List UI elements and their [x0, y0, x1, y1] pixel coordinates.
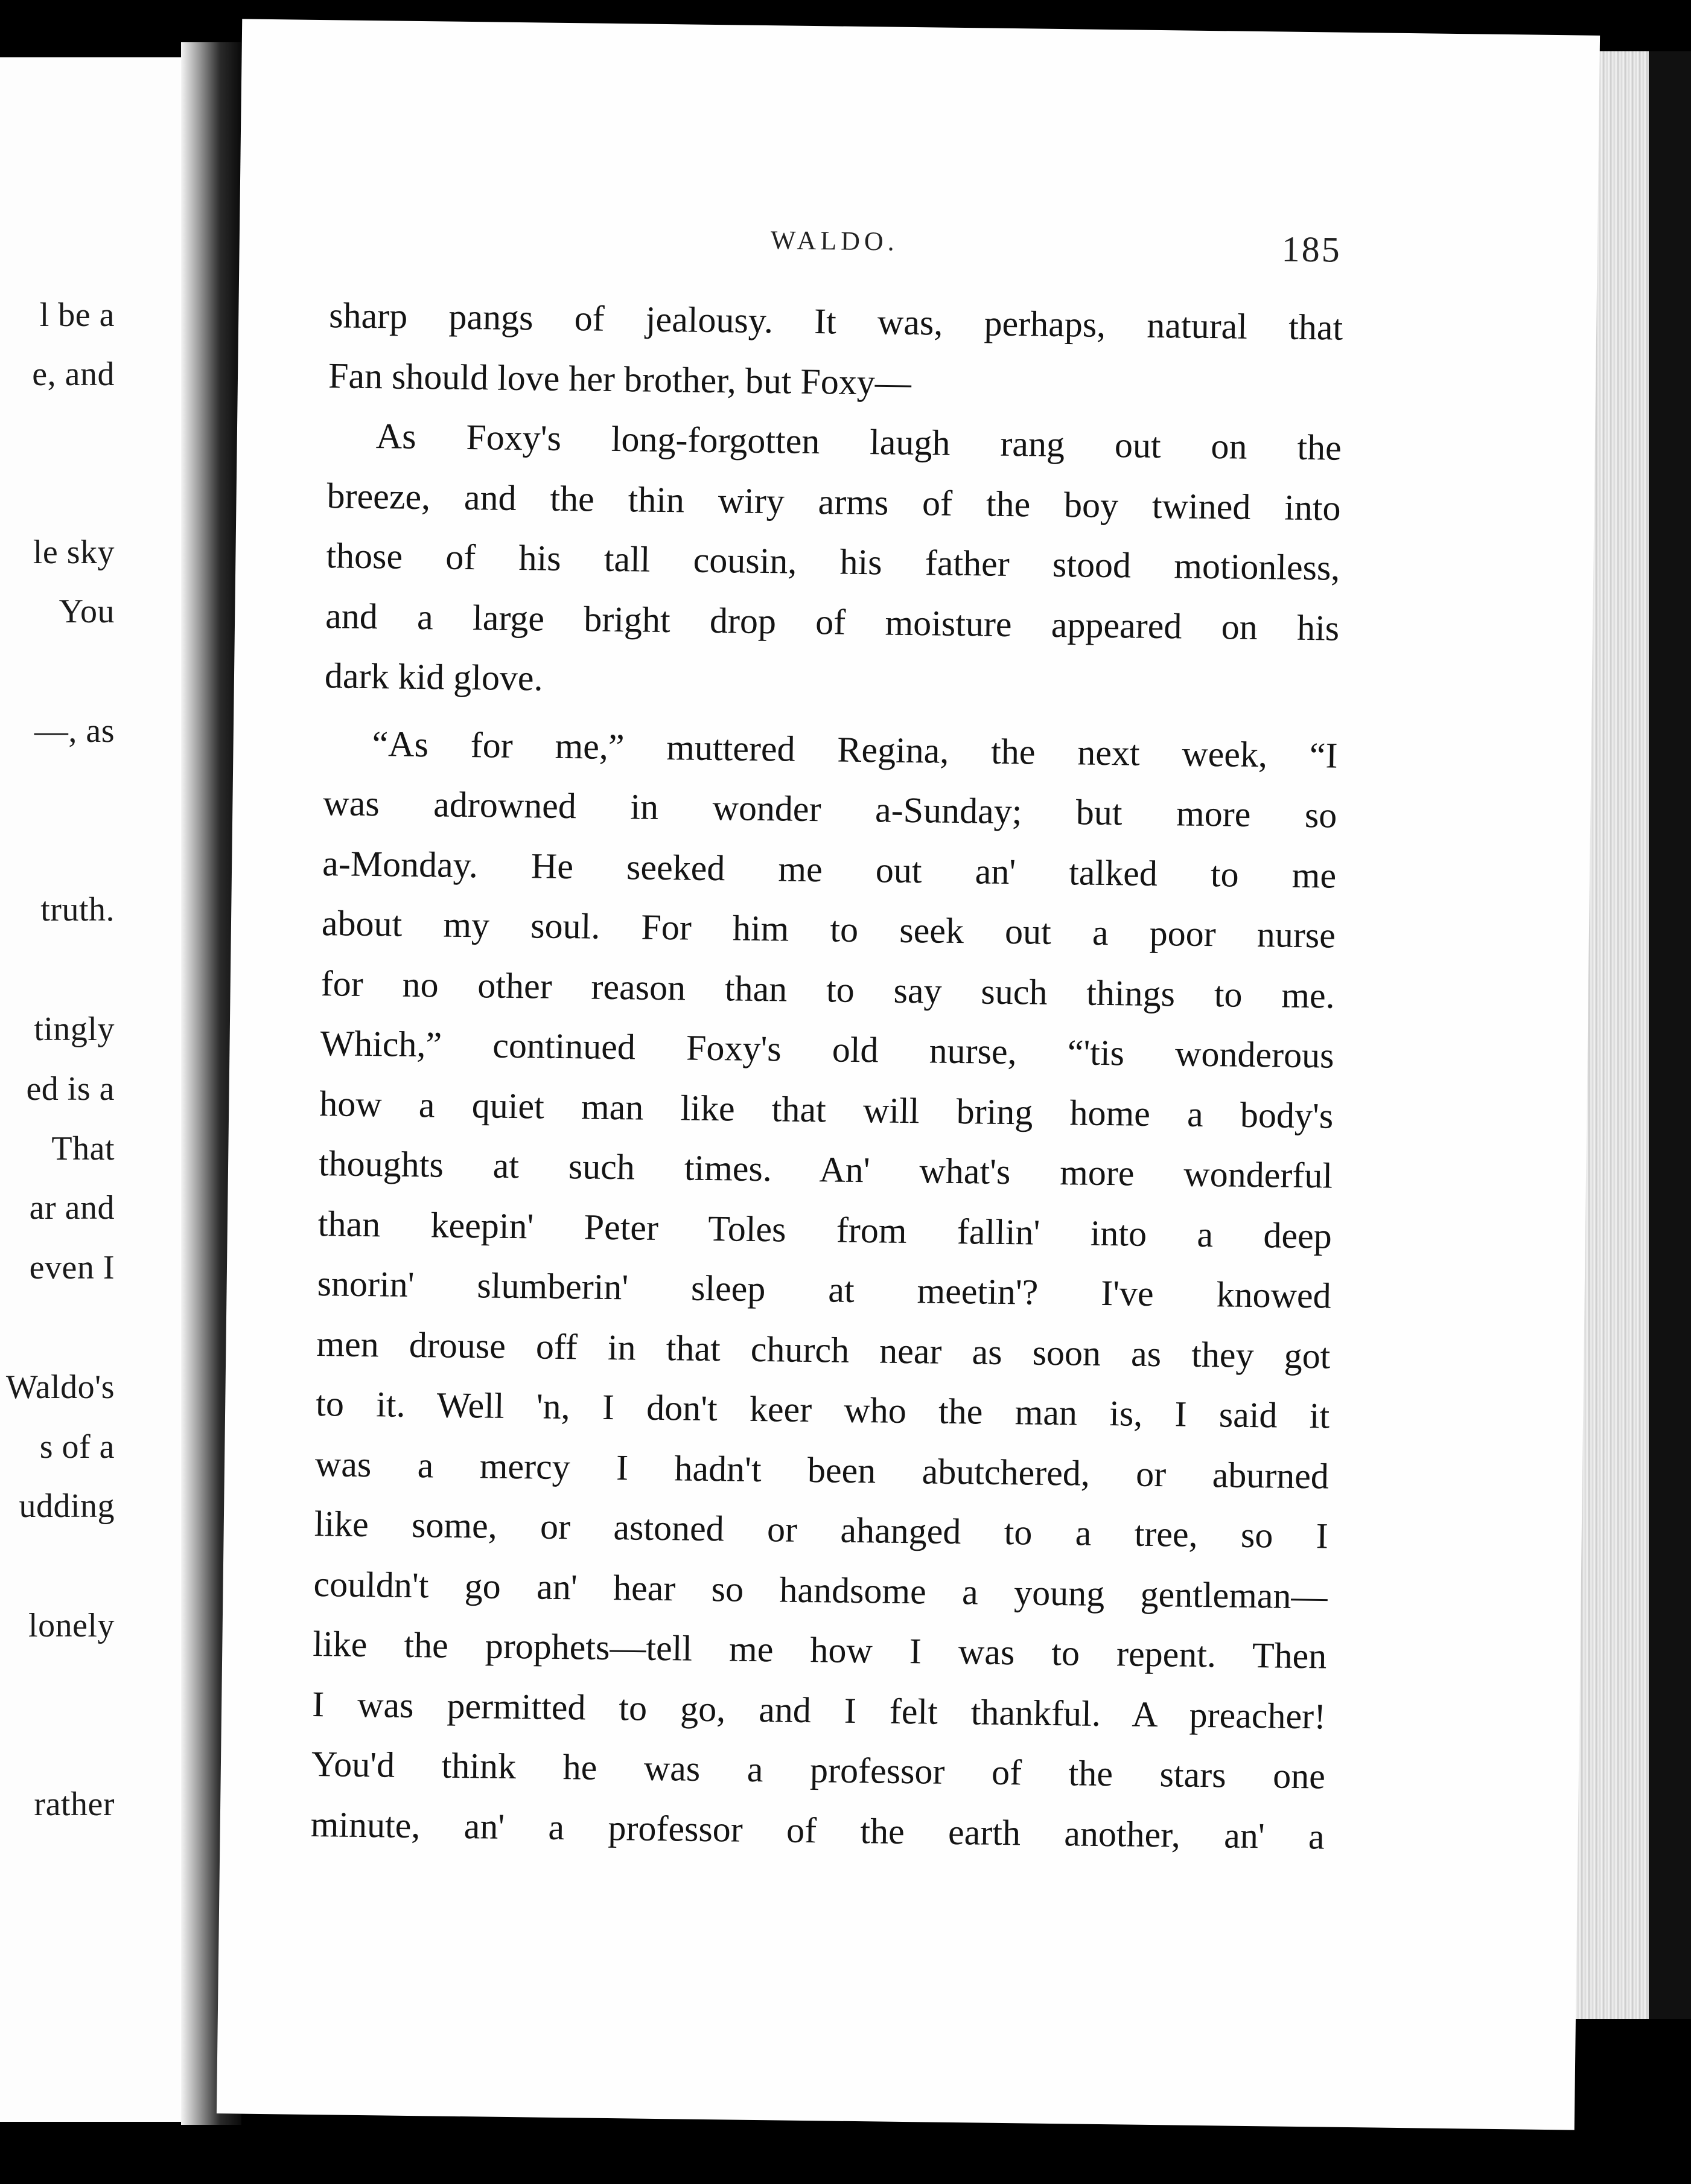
text-line: men drouse off in that church near as soon as they got: [316, 1323, 1331, 1376]
text-line: Which,” continued Foxy's old nurse, “'tis wonderous: [320, 1023, 1334, 1076]
previous-page-line: s of a: [39, 1428, 115, 1466]
running-title: WALDO.: [770, 225, 899, 257]
text-line: breeze, and the thin wiry arms of the boy twined into: [326, 475, 1341, 528]
text-line: sharp pangs of jealousy. It was, perhaps, natural that: [328, 295, 1343, 348]
previous-page: [0, 57, 192, 2122]
previous-page-line: You: [59, 593, 115, 630]
previous-page-line: ed is a: [26, 1070, 115, 1108]
text-line: those of his tall cousin, his father stood motionless,: [326, 535, 1340, 588]
text-line: dark kid glove.: [324, 656, 543, 698]
previous-page-line: le sky: [33, 534, 115, 571]
previous-page-line: lonely: [28, 1607, 115, 1644]
text-line: As Foxy's long-forgotten laugh rang out on the: [375, 416, 1342, 468]
running-head: [239, 218, 1597, 276]
scan-border: [1649, 51, 1691, 2019]
previous-page-line: Waldo's: [5, 1368, 115, 1406]
previous-page-line: —, as: [34, 712, 115, 750]
text-line: was adrowned in wonder a-Sunday; but more so: [323, 783, 1337, 835]
text-line: You'd think he was a professor of the stars one: [311, 1744, 1326, 1796]
text-line: about my soul. For him to seek out a poor nurse: [321, 903, 1336, 956]
text-line: for no other reason than to say such things to me.: [320, 963, 1336, 1016]
previous-page-line: ar and: [29, 1189, 115, 1227]
previous-page-line: truth.: [40, 891, 115, 928]
text-line: Fan should love her brother, but Foxy—: [328, 355, 912, 403]
previous-page-line: e, and: [32, 356, 115, 393]
previous-page-line: tingly: [34, 1011, 115, 1048]
text-line: I was permitted to go, and I felt thankful. A preacher!: [311, 1684, 1326, 1737]
previous-page-line: l be a: [39, 296, 115, 334]
page-number: 185: [1281, 229, 1342, 270]
current-page: [217, 19, 1600, 2130]
previous-page-line: That: [51, 1130, 115, 1167]
previous-page-line: udding: [19, 1487, 115, 1525]
body-text: [310, 286, 1343, 1866]
text-line: snorin' slumberin' sleep at meetin'? I've knowed: [317, 1263, 1331, 1316]
previous-page-line: rather: [34, 1786, 115, 1823]
text-line: like the prophets—tell me how I was to repent. Then: [313, 1624, 1327, 1676]
text-line: a-Monday. He seeked me out an' talked to me: [322, 843, 1337, 896]
text-line: how a quiet man like that will bring home a body's: [319, 1083, 1334, 1136]
text-line: “As for me,” muttered Regina, the next week, “I: [372, 723, 1338, 776]
text-line: to it. Well 'n, I don't keer who the man is, I said it: [315, 1384, 1330, 1436]
text-line: minute, an' a professor of the earth another, an' a: [310, 1804, 1325, 1857]
text-line: than keepin' Peter Toles from fallin' into a deep: [317, 1203, 1333, 1256]
text-line: couldn't go an' hear so handsome a young gentleman—: [313, 1563, 1328, 1617]
text-line: thoughts at such times. An' what's more wonderful: [318, 1143, 1333, 1196]
text-line: like some, or astoned or ahanged to a tree, so I: [314, 1504, 1329, 1556]
text-line: and a large bright drop of moisture appeared on his: [325, 595, 1340, 648]
text-line: was a mercy I hadn't been abutchered, or aburned: [314, 1443, 1330, 1496]
previous-page-line: even I: [29, 1249, 115, 1286]
